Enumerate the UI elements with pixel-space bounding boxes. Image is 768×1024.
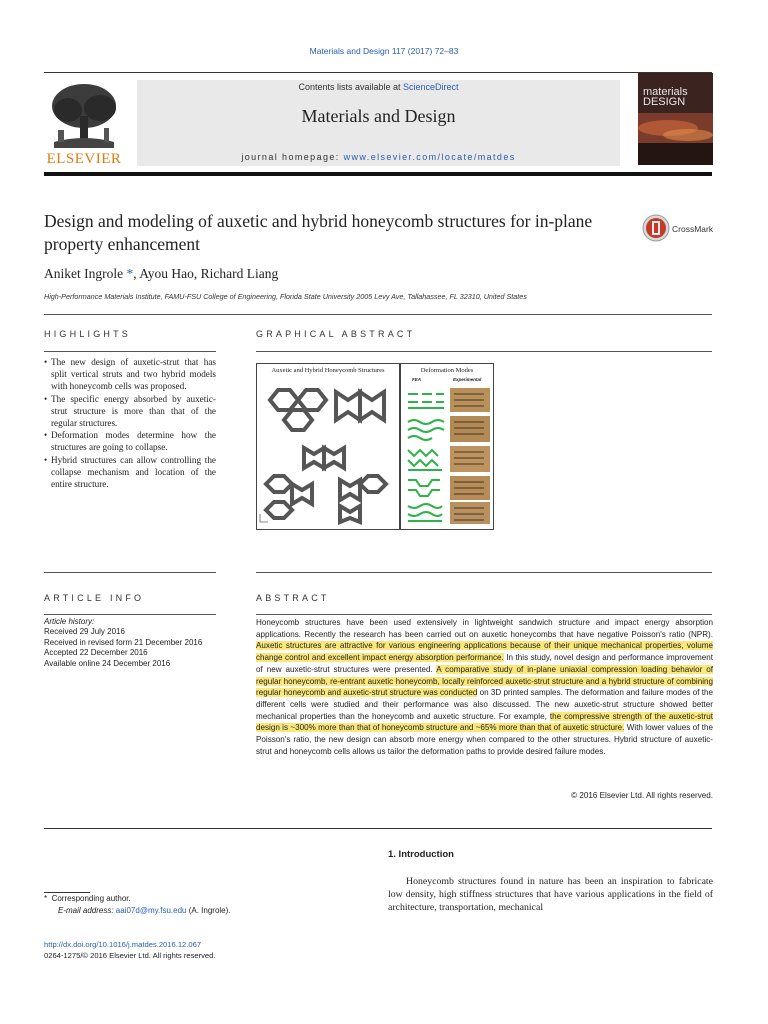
corresponding-author-note bbox=[44, 893, 344, 905]
abstract-part: In this study, novel design and performance improvement of new auxetic-strut structures were presented. bbox=[256, 653, 714, 674]
graphical-abstract-heading: GRAPHICAL ABSTRACT bbox=[256, 329, 416, 339]
author-name: Aniket Ingrole bbox=[44, 266, 124, 281]
corresponding-author-label: Corresponding author. bbox=[51, 894, 131, 903]
abstract-top-divider bbox=[256, 572, 712, 573]
elsevier-wordmark: ELSEVIER bbox=[46, 151, 122, 167]
highlights-divider bbox=[44, 351, 216, 352]
crossmark-label[interactable]: CrossMark bbox=[672, 224, 714, 234]
co-authors: , Ayou Hao, Richard Liang bbox=[133, 266, 279, 281]
contents-availability-line bbox=[137, 82, 620, 92]
accepted-date: Accepted 22 December 2016 bbox=[44, 648, 148, 658]
abstract-text bbox=[256, 617, 713, 757]
cover-title bbox=[643, 87, 688, 107]
masthead-bottom-rule bbox=[44, 172, 712, 176]
abstract-part: Honeycomb structures have been used extensively in lightweight sandwich structure and impact energy absorption applications. Recently the research has been carried out on auxetic honeycombs that have negative Poisson's ratio (NPR). bbox=[256, 618, 713, 639]
highlight-item: • Hybrid structures can allow controlling the collapse mechanism and location of the entire structure. bbox=[44, 454, 216, 491]
issn-line: 0264-1275/© 2016 Elsevier Ltd. All rights reserved. bbox=[44, 951, 216, 960]
email-label: E-mail address: bbox=[58, 905, 116, 915]
highlights-heading: HIGHLIGHTS bbox=[44, 329, 132, 339]
introduction-heading: 1. Introduction bbox=[388, 849, 454, 860]
abstract-copyright: © 2016 Elsevier Ltd. All rights reserved. bbox=[571, 791, 713, 800]
affiliation: High-Performance Materials Institute, FAMU-FSU College of Engineering, Florida State University 2005 Levy Ave, Tallahassee, FL 32310, United States bbox=[44, 292, 527, 301]
ga-experimental-column-label: Experimental bbox=[453, 377, 482, 382]
homepage-link[interactable]: www.elsevier.com/locate/matdes bbox=[343, 152, 516, 162]
received-date: Received 29 July 2016 bbox=[44, 627, 125, 637]
journal-reference-link[interactable]: Materials and Design 117 (2017) 72–83 bbox=[309, 46, 459, 56]
footnote-marker: * bbox=[44, 894, 48, 903]
article-info-divider bbox=[44, 614, 216, 615]
cover-title-line-1: materials bbox=[643, 86, 688, 98]
footnote bbox=[44, 893, 344, 916]
sciencedirect-link[interactable]: ScienceDirect bbox=[403, 82, 459, 92]
highlight-item: • Deformation modes determine how the structures are going to collapse. bbox=[44, 429, 216, 453]
graphical-abstract-divider bbox=[256, 351, 712, 352]
homepage-prefix: journal homepage: bbox=[241, 152, 344, 162]
authors-line bbox=[44, 266, 278, 282]
highlights-list bbox=[44, 356, 216, 490]
email-line bbox=[44, 905, 344, 917]
abstract-divider bbox=[256, 614, 712, 615]
front-matter-bottom-divider bbox=[44, 828, 712, 829]
abstract-highlight: Auxetic structures are attractive for various engineering applications because of their unique mechanical properties, volume change control and excellent impact energy absorption performance. bbox=[256, 641, 713, 663]
abstract-heading: ABSTRACT bbox=[256, 593, 330, 603]
highlight-item: • The new design of auxetic-strut that has split vertical struts and two hybrid models with honeycomb cells was proposed. bbox=[44, 356, 216, 393]
honeycomb-structures-figure bbox=[258, 380, 398, 526]
article-history bbox=[44, 617, 224, 669]
ga-structures-title: Auxetic and Hybrid Honeycomb Structures bbox=[271, 367, 385, 374]
abstract-part: on 3D printed samples. The deformation and failure modes of the different cells were studied and their performance was also discussed. The new auxetic-strut structure showed better mechanical properties than the honeycomb and auxetic structure. For example, bbox=[256, 688, 713, 721]
highlight-item: • The specific energy absorbed by auxetic-strut structure is more than that of the regular structures. bbox=[44, 393, 216, 430]
article-title: Design and modeling of auxetic and hybrid honeycomb structures for in-plane property enhancement bbox=[44, 211, 593, 254]
top-divider bbox=[44, 72, 712, 73]
article-history-label: Article history: bbox=[44, 617, 95, 626]
article-info-top-divider bbox=[44, 572, 216, 573]
corresponding-author-marker[interactable]: * bbox=[126, 266, 134, 281]
revised-date: Received in revised form 21 December 2016 bbox=[44, 637, 203, 647]
ga-fea-column-label: FEA bbox=[412, 377, 421, 382]
abstract-highlight: the compressive strength of the auxetic-strut design is ~300% more than that of honeycomb structure and ~65% more than that of auxetic structure. bbox=[256, 711, 713, 733]
journal-homepage-line bbox=[137, 152, 620, 162]
affiliation-divider bbox=[44, 314, 712, 315]
introduction-paragraph: Honeycomb structures found in nature has been an inspiration to fabricate low density, high stiffness structures that have various applications in the field of architecture, transportation, mechanical bbox=[388, 876, 713, 913]
article-info-heading: ARTICLE INFO bbox=[44, 593, 145, 603]
journal-title: Materials and Design bbox=[301, 106, 456, 126]
ga-deformation-title: Deformation Modes bbox=[420, 367, 474, 374]
journal-cover-thumbnail bbox=[638, 73, 713, 165]
online-date: Available online 24 December 2016 bbox=[44, 658, 171, 668]
abstract-highlight: A comparative study of in-plane uniaxial compression loading behavior of regular honeycomb, re-entrant auxetic honeycomb, locally reinforced auxetic-strut structure and a hybrid structure of combining regular honeycomb and auxetic-strut structure was conducted bbox=[256, 664, 713, 698]
abstract-part: With lower values of the Poisson's ratio, the new design can absorb more energy when compared to the other structures. Hybrid structure of auxetic-strut and honeycomb cells allows us tailor the deformation paths to provide desired failure modes. bbox=[256, 723, 713, 756]
email-link[interactable]: aai07d@my.fsu.edu bbox=[115, 905, 187, 915]
deformation-modes-figure bbox=[402, 384, 492, 526]
crossmark-icon[interactable] bbox=[642, 213, 670, 243]
contents-prefix: Contents lists available at bbox=[298, 82, 404, 92]
cover-title-line-2: DESIGN bbox=[643, 96, 686, 108]
email-suffix: (A. Ingrole). bbox=[186, 905, 231, 915]
doi-link[interactable]: http://dx.doi.org/10.1016/j.matdes.2016.12.067 bbox=[44, 940, 202, 949]
